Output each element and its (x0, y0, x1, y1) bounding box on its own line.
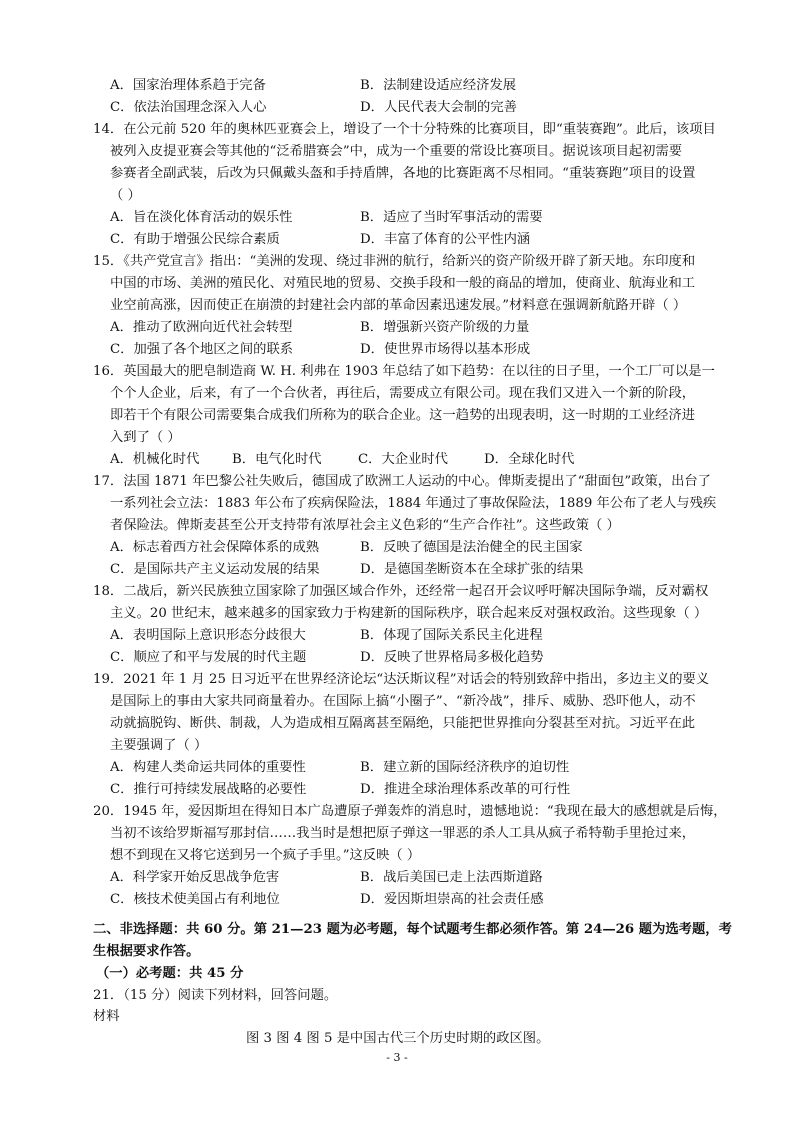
q14-stem-line: 参赛者全副武装，后改为只佩戴头盔和手持盾牌，各地的比赛距离不尽相同。“重装赛跑”项目的设置 (110, 166, 696, 181)
q15-option-b: B．增强新兴资产阶级的力量 (360, 320, 530, 335)
q15-option-a: A．推动了欧洲向近代社会转型 (110, 320, 293, 335)
q21-stem: 21．（15 分）阅读下列材料，回答问题。 (93, 988, 338, 1003)
q19-option-a: A．构建人类命运共同体的重要性 (110, 760, 306, 775)
q17-stem-line: 一系列社会立法：1883 年公布了疾病保险法，1884 年通过了事故保险法，1889 年公布了老人与残疾 (110, 496, 717, 511)
q15-option-c: C．加强了各个地区之间的联系 (110, 342, 294, 357)
q17-stem-line: 者保险法。俾斯麦甚至公开支持带有浓厚社会主义色彩的“生产合作社”。这些政策（ ） (110, 518, 620, 533)
q20-option-a: A．科学家开始反思战争危害 (110, 870, 280, 885)
q17-option-c: C．是国际共产主义运动发展的结果 (110, 562, 320, 577)
q14-option-d: D．丰富了体育的公平性内涵 (360, 232, 531, 247)
q19-option-d: D．推进全球治理体系改革的可行性 (360, 782, 571, 797)
q14-stem-line: （ ） (110, 188, 141, 203)
q14-option-c: C．有助于增强公民综合素质 (110, 232, 280, 247)
subsection-heading: （一）必考题：共 45 分 (96, 966, 244, 981)
q20-stem-line: 想不到现在又将它送到另一个疯子手里。”这反映（ ） (110, 848, 421, 863)
q21-material-label: 材料 (93, 1009, 120, 1024)
q13-option-d: D．人民代表大会制的完善 (360, 100, 517, 115)
q20-option-c: C．核技术使美国占有利地位 (110, 892, 280, 907)
q17-option-b: B．反映了德国是法治健全的民主国家 (360, 540, 583, 555)
section-heading: 二、非选择题：共 60 分。第 21—23 题为必考题，每个试题考生都必须作答。第 24—26 题为选考题，考 (93, 922, 732, 937)
q18-option-b: B．体现了国际关系民主化进程 (360, 628, 543, 643)
q15-stem-line: 业空前高涨，因而使正在崩溃的封建社会内部的革命因素迅速发展。”材料意在强调新航路开辟（ ） (110, 298, 687, 313)
q18-option-d: D．反映了世界格局多极化趋势 (360, 650, 544, 665)
q18-stem-line: 主义。20 世纪末，越来越多的国家致力于构建新的国际秩序，联合起来反对强权政治。这些现象（ ） (110, 606, 708, 621)
q20-stem-line: 当初不该给罗斯福写那封信……我当时是想把原子弹这一罪恶的杀人工具从疯子希特勒手里抢过来， (110, 826, 696, 841)
q16-option-a: A．机械化时代 (110, 452, 200, 467)
q15-stem-line: 中国的市场、美洲的殖民化、对殖民地的贸易、交换手段和一般的商品的增加，使商业、航海业和工 (110, 276, 696, 291)
q15-option-d: D．使世界市场得以基本形成 (360, 342, 531, 357)
q16-stem-line: 即若干个有限公司需要集合成我们所称为的联合企业。这一趋势的出现表明，这一时期的工业经济进 (110, 408, 696, 423)
q20-option-d: D．爱因斯坦崇高的社会责任感 (360, 892, 544, 907)
q13-option-a: A．国家治理体系趋于完备 (110, 78, 266, 93)
q17-stem-line: 17．法国 1871 年巴黎公社失败后，德国成了欧洲工人运动的中心。俾斯麦提出了“甜面包”政策，出台了 (93, 474, 711, 489)
q18-option-a: A．表明国际上意识形态分歧很大 (110, 628, 306, 643)
q16-option-d: D．全球化时代 (484, 452, 575, 467)
q19-stem-line: 主要强调了（ ） (110, 738, 208, 753)
page-number: - 3 - (386, 1051, 408, 1064)
q14-stem-line: 被列入皮提亚赛会等其他的“泛希腊赛会”中，成为一个重要的常设比赛项目。据说该项目起初需要 (110, 144, 683, 159)
q13-option-c: C．依法治国理念深入人心 (110, 100, 267, 115)
q13-option-b: B．法制建设适应经济发展 (360, 78, 517, 93)
q19-stem-line: 19．2021 年 1 月 25 日习近平在世界经济论坛“达沃斯议程”对话会的特别致辞中指出，多边主义的要义 (93, 672, 710, 687)
q19-stem-line: 是国际上的事由大家共同商量着办。在国际上搞“小圈子”、“新冷战”，排斥、威胁、恐吓他人，动不 (110, 694, 696, 709)
q19-option-c: C．推行可持续发展战略的必要性 (110, 782, 307, 797)
q20-option-b: B．战后美国已走上法西斯道路 (360, 870, 543, 885)
q21-material-text: 图 3 图 4 图 5 是中国古代三个历史时期的政区图。 (246, 1031, 550, 1046)
q15-stem-line: 15．《共产党宣言》指出：“美洲的发现、绕过非洲的航行，给新兴的资产阶级开辟了新天地。东印度和 (93, 254, 696, 269)
q14-option-b: B．适应了当时军事活动的需要 (360, 210, 543, 225)
q16-stem-line: 个个人企业，后来，有了一个合伙者，再往后，需要成立有限公司。现在我们又进入一个新的阶段， (110, 386, 696, 401)
q14-stem-line: 14．在公元前 520 年的奥林匹亚赛会上，增设了一个十分特殊的比赛项目，即“重装赛跑”。此后，该项目 (93, 122, 716, 137)
q16-stem-line: 入到了（ ） (110, 430, 181, 445)
section-heading-cont: 生根据要求作答。 (93, 944, 200, 959)
q18-stem-line: 18．二战后，新兴民族独立国家除了加强区域合作外，还经常一起召开会议呼吁解决国际争端，反对霸权 (93, 584, 709, 599)
q19-option-b: B．建立新的国际经济秩序的迫切性 (360, 760, 570, 775)
q17-option-a: A．标志着西方社会保障体系的成熟 (110, 540, 320, 555)
q19-stem-line: 动就搞脱钩、断供、制裁，人为造成相互隔离甚至隔绝，只能把世界推向分裂甚至对抗。习近平在此 (110, 716, 696, 731)
q17-option-d: D．是德国垄断资本在全球扩张的结果 (360, 562, 584, 577)
q18-option-c: C．顺应了和平与发展的时代主题 (110, 650, 307, 665)
q20-stem-line: 20．1945 年，爱因斯坦在得知日本广岛遭原子弹轰炸的消息时，遗憾地说：“我现在最大的感想就是后悔， (93, 804, 727, 819)
q16-option-c: C．大企业时代 (358, 452, 448, 467)
q16-option-b: B．电气化时代 (232, 452, 322, 467)
q16-stem-line: 16．英国最大的肥皂制造商 W. H. 利弗在 1903 年总结了如下趋势：在以往的日子里，一个工厂可以是一 (93, 364, 715, 379)
q14-option-a: A．旨在淡化体育活动的娱乐性 (110, 210, 293, 225)
